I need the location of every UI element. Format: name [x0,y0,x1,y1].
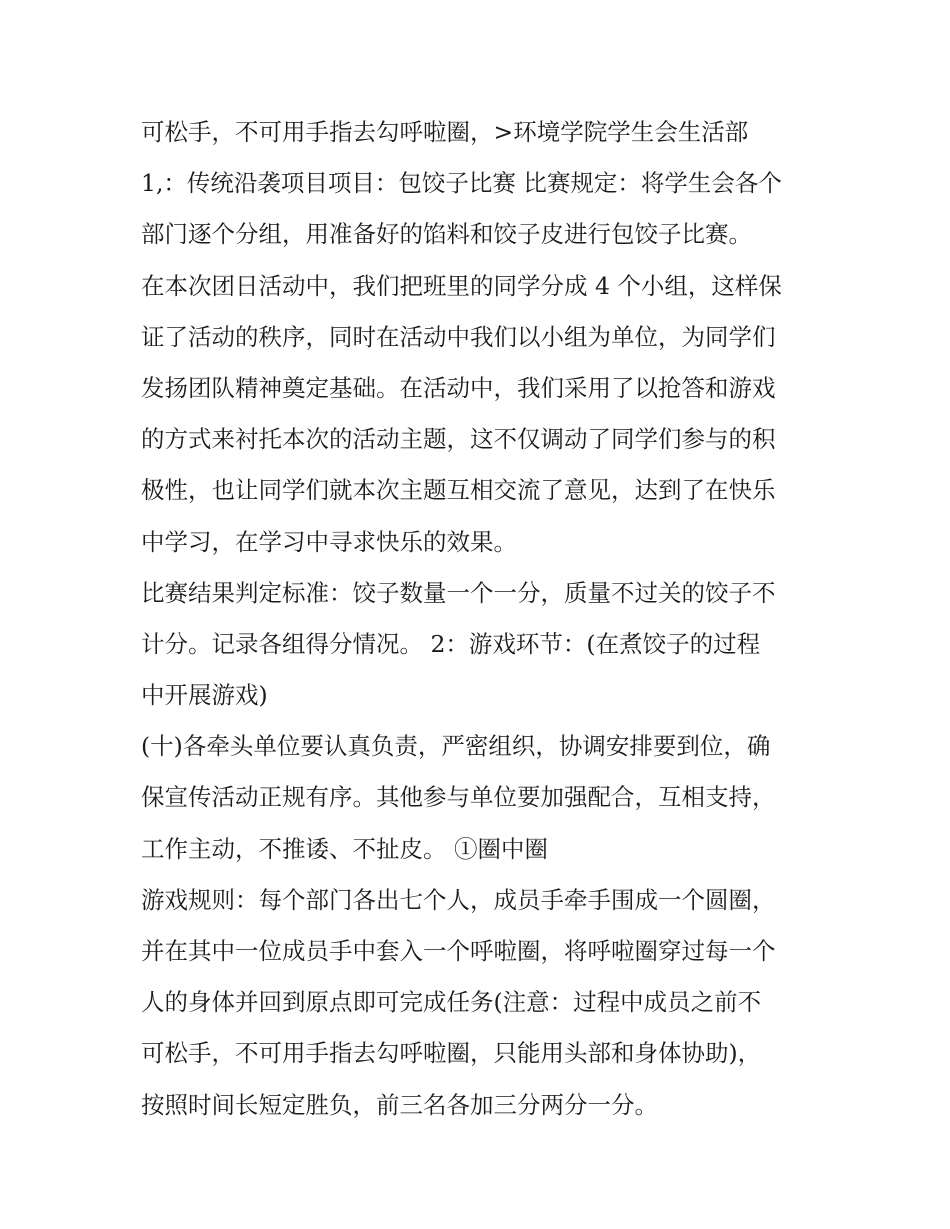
text-line-10: 比赛结果判定标准：饺子数量一个一分，质量不过关的饺子不 [141,578,776,607]
text-line-11: 计分。记录各组得分情况。 2：游戏环节：(在煮饺子的过程 [141,629,761,658]
text-line-16: 游戏规则：每个部门各出七个人，成员手牵手围成一个圆圈， [141,885,776,914]
text-line-18: 人的身体并回到原点即可完成任务(注意：过程中成员之前不 [141,988,762,1017]
text-line-19: 可松手，不可用手指去勾呼啦圈，只能用头部和身体协助)， [141,1039,762,1068]
text-line-9: 中学习，在学习中寻求快乐的效果。 [141,527,517,556]
text-line-14: 保宣传活动正规有序。其他参与单位要加强配合，互相支持， [141,783,776,812]
text-line-13: (十)各牵头单位要认真负责，严密组织，协调安排要到位，确 [141,732,771,761]
text-line-8: 极性，也让同学们就本次主题互相交流了意见，达到了在快乐 [141,476,776,505]
text-line-1: 可松手，不可用手指去勾呼啦圈，>环境学院学生会生活部 [141,118,749,146]
text-line-4: 在本次团日活动中，我们把班里的同学分成 4 个小组，这样保 [141,271,782,300]
text-line-3: 部门逐个分组，用准备好的馅料和饺子皮进行包饺子比赛。 [141,220,752,249]
text-line-5: 证了活动的秩序，同时在活动中我们以小组为单位，为同学们 [141,322,776,351]
text-line-7: 的方式来衬托本次的活动主题，这不仅调动了同学们参与的积 [141,425,776,454]
text-line-20: 按照时间长短定胜负，前三名各加三分两分一分。 [141,1090,658,1119]
text-line-6: 发扬团队精神奠定基础。在活动中，我们采用了以抢答和游戏 [141,373,776,402]
text-line-2: 1,：传统沿袭项目项目：包饺子比赛 比赛规定：将学生会各个 [141,169,782,198]
text-line-12: 中开展游戏) [141,681,268,710]
text-line-15: 工作主动，不推诿、不扯皮。 ①圈中圈 [141,834,548,863]
document-body [141,107,821,1131]
text-line-17: 并在其中一位成员手中套入一个呼啦圈，将呼啦圈穿过每一个 [141,937,776,965]
